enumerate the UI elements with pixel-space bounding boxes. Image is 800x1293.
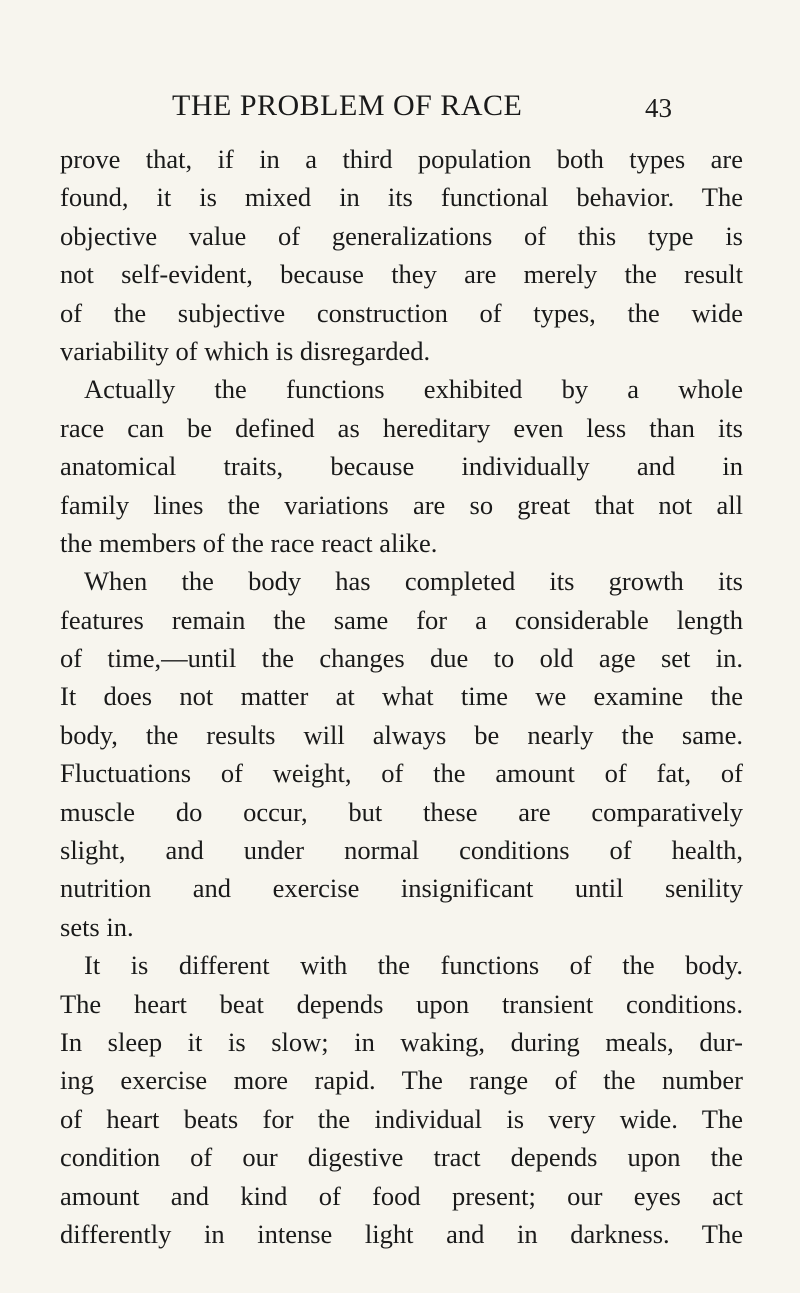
- running-title: THE PROBLEM OF RACE: [172, 89, 523, 122]
- text-line: variability of which is disregarded.: [60, 335, 431, 366]
- body-text: [60, 140, 743, 1253]
- text-line: anatomical traits, because individually and in: [60, 451, 743, 482]
- text-line: found, it is mixed in its functional behavior. The: [60, 182, 743, 213]
- text-line: body, the results will always be nearly the same.: [60, 719, 743, 750]
- text-line: Fluctuations of weight, of the amount of fat, of: [60, 758, 743, 789]
- text-line: muscle do occur, but these are comparatively: [60, 796, 743, 827]
- page-number: 43: [645, 93, 672, 123]
- text-line: Actually the functions exhibited by a whole: [84, 374, 743, 405]
- text-line: ing exercise more rapid. The range of the number: [60, 1065, 743, 1096]
- text-line: features remain the same for a considerable length: [60, 604, 743, 635]
- text-line: of the subjective construction of types, the wide: [60, 297, 743, 328]
- text-line: condition of our digestive tract depends upon the: [60, 1142, 743, 1173]
- text-line: differently in intense light and in darkness. The: [60, 1218, 743, 1249]
- text-line: of time,—until the changes due to old age set in.: [60, 643, 743, 674]
- text-line: prove that, if in a third population both types are: [60, 144, 743, 174]
- text-line: not self-evident, because they are merely the result: [60, 259, 743, 290]
- text-line: slight, and under normal conditions of health,: [60, 835, 743, 866]
- text-line: amount and kind of food present; our eyes act: [60, 1180, 743, 1211]
- text-line: of heart beats for the individual is very wide. The: [60, 1103, 743, 1134]
- text-line: race can be defined as hereditary even less than its: [60, 412, 743, 443]
- text-line: objective value of generalizations of this type is: [60, 220, 743, 251]
- text-line: In sleep it is slow; in waking, during meals, dur-: [60, 1026, 743, 1057]
- text-line: the members of the race react alike.: [60, 527, 438, 558]
- running-head: [0, 86, 800, 126]
- text-line: sets in.: [60, 911, 134, 942]
- text-line: When the body has completed its growth its: [84, 566, 743, 597]
- text-line: The heart beat depends upon transient conditions.: [60, 988, 743, 1019]
- text-line: family lines the variations are so great that not all: [60, 489, 743, 520]
- text-line: nutrition and exercise insignificant until senility: [60, 873, 743, 904]
- text-line: It does not matter at what time we examine the: [60, 681, 743, 712]
- text-line: It is different with the functions of the body.: [84, 950, 743, 981]
